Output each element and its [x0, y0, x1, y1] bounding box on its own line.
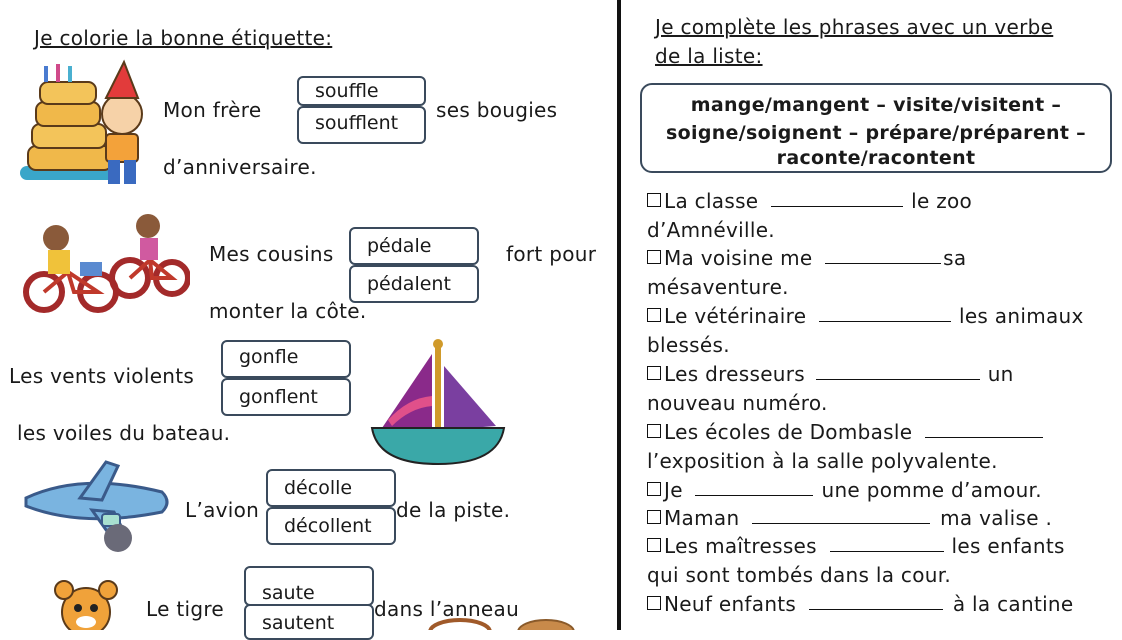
ex4-after: de la piste.	[396, 498, 511, 522]
left-title: Je colorie la bonne étiquette:	[34, 26, 333, 50]
ex2-after: fort pour	[506, 242, 597, 266]
ex5-before: Le tigre	[146, 597, 225, 621]
ex3-before: Les vents violents	[9, 364, 195, 388]
tiger-illustration	[50, 578, 122, 630]
answer-blank[interactable]	[825, 262, 941, 264]
checkbox-icon[interactable]	[647, 193, 661, 207]
sentence-7: Maman ma valise .	[647, 506, 1052, 530]
sentence-1: La classe le zoo	[647, 189, 972, 213]
answer-blank[interactable]	[816, 378, 980, 380]
sentence-8: Les maîtresses les enfants	[647, 534, 1065, 558]
airplane-illustration	[22, 458, 172, 554]
ex5-option-1[interactable]: saute	[244, 566, 374, 606]
ex2-option-1[interactable]: pédale	[349, 227, 479, 265]
ex2-before: Mes cousins	[209, 242, 334, 266]
ex5-option-2[interactable]: sautent	[244, 604, 374, 640]
ex1-line2: d’anniversaire.	[163, 155, 317, 179]
ex4-option-2[interactable]: décollent	[266, 507, 396, 545]
sentence-1-cont: d’Amnéville.	[647, 218, 775, 242]
ex1-option-2[interactable]: soufflent	[297, 106, 426, 144]
verb-list-line1: mange/mangent – visite/visitent –	[690, 94, 1062, 116]
sentence-4-cont: nouveau numéro.	[647, 391, 828, 415]
ex5-after: dans l’anneau	[374, 597, 520, 621]
checkbox-icon[interactable]	[647, 596, 661, 610]
cyclists-illustration	[22, 208, 190, 314]
ex3-option-2[interactable]: gonflent	[221, 378, 351, 416]
sentence-3-cont: blessés.	[647, 333, 730, 357]
answer-blank[interactable]	[771, 205, 903, 207]
answer-blank[interactable]	[752, 522, 930, 524]
ex1-option-1[interactable]: souffle	[297, 76, 426, 106]
ex3-line2: les voiles du bateau.	[17, 421, 231, 445]
sentence-2-cont: mésaventure.	[647, 275, 789, 299]
sentence-6: Je une pomme d’amour.	[647, 478, 1042, 502]
answer-blank[interactable]	[819, 320, 951, 322]
ex1-after: ses bougies	[436, 98, 558, 122]
ex4-before: L’avion	[185, 498, 260, 522]
sentence-5-cont: l’exposition à la salle polyvalente.	[647, 449, 998, 473]
sailboat-illustration	[368, 338, 508, 470]
ex2-option-2[interactable]: pédalent	[349, 265, 479, 303]
sentence-3: Le vétérinaire les animaux	[647, 304, 1084, 328]
ex2-line2: monter la côte.	[209, 299, 367, 323]
verb-list-line2: soigne/soignent – prépare/préparent –	[666, 122, 1086, 144]
sentence-8-cont: qui sont tombés dans la cour.	[647, 563, 952, 587]
checkbox-icon[interactable]	[647, 250, 661, 264]
checkbox-icon[interactable]	[647, 538, 661, 552]
answer-blank[interactable]	[830, 550, 944, 552]
checkbox-icon[interactable]	[647, 510, 661, 524]
right-title-line1: Je complète les phrases avec un verbe	[655, 15, 1054, 39]
ex1-before: Mon frère	[163, 98, 262, 122]
checkbox-icon[interactable]	[647, 366, 661, 380]
column-divider	[617, 0, 621, 630]
ex4-option-1[interactable]: décolle	[266, 469, 396, 507]
verb-list-line3: raconte/racontent	[776, 147, 976, 169]
verb-list-box	[640, 83, 1112, 173]
right-title-line2: de la liste:	[655, 44, 763, 68]
checkbox-icon[interactable]	[647, 424, 661, 438]
answer-blank[interactable]	[925, 436, 1043, 438]
ex3-option-1[interactable]: gonfle	[221, 340, 351, 378]
checkbox-icon[interactable]	[647, 482, 661, 496]
answer-blank[interactable]	[695, 494, 813, 496]
answer-blank[interactable]	[809, 608, 943, 610]
birthday-cake-illustration	[14, 58, 164, 190]
checkbox-icon[interactable]	[647, 308, 661, 322]
sentence-5: Les écoles de Dombasle	[647, 420, 1043, 444]
sentence-2: Ma voisine me sa	[647, 246, 966, 270]
sentence-4: Les dresseurs un	[647, 362, 1014, 386]
ring-illustration	[420, 614, 580, 630]
sentence-9: Neuf enfants à la cantine	[647, 592, 1074, 616]
